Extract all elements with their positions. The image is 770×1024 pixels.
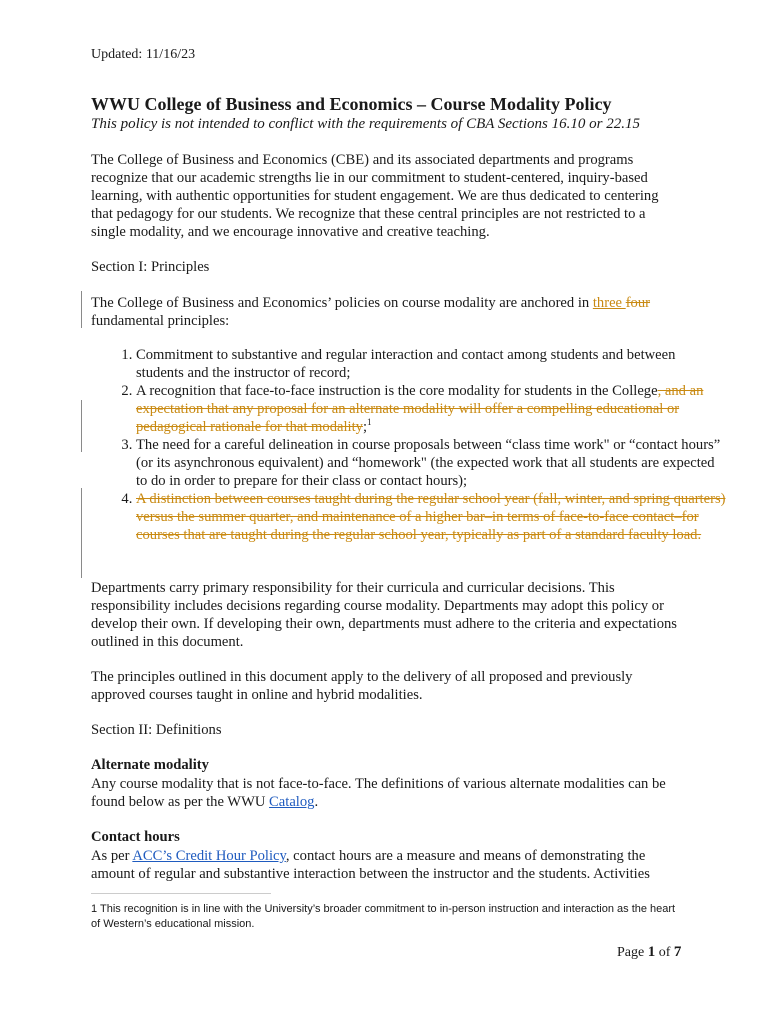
principle-2-deleted: , and an expectation that any proposal for an alternate modality will offer a compelling educational or pedagogical rationale for that modality bbox=[136, 383, 704, 435]
page-current: 1 bbox=[647, 944, 656, 960]
contact-hours-definition bbox=[91, 847, 681, 883]
change-bar-principles bbox=[81, 291, 82, 328]
principle-1-text: Commitment to substantive and regular interaction and contact among students and between students and the instructor of record; bbox=[136, 347, 676, 381]
principle-4-deleted: A distinction between courses taught during the regular school year (fall, winter, and spring quarters) versus the summer quarter, and maintenance of a higher bar–in terms of face-to-face contact–for courses that are taught during the regular school year, typically as part of a standard faculty load. bbox=[136, 491, 726, 543]
updated-date: Updated: 11/16/23 bbox=[91, 47, 196, 62]
contact-def-lead: As per bbox=[91, 848, 133, 864]
change-bar-item-4 bbox=[81, 488, 82, 578]
principles-lead-text: The College of Business and Economics’ policies on course modality are anchored in bbox=[91, 295, 593, 311]
apply-paragraph: The principles outlined in this document apply to the delivery of all proposed and previously approved courses taught in online and hybrid modalities. bbox=[91, 669, 633, 703]
alt-def-text: Any course modality that is not face-to-face. The definitions of various alternate modalities can be found below as per the WWU bbox=[91, 776, 666, 810]
list-item bbox=[136, 490, 726, 544]
principles-lead-end: fundamental principles: bbox=[91, 313, 230, 329]
page-subtitle: This policy is not intended to conflict with the requirements of CBA Sections 16.10 or 22.15 bbox=[91, 116, 640, 132]
principle-2-end: ; bbox=[362, 419, 367, 435]
alternate-modality-definition bbox=[91, 775, 681, 811]
footnote-divider bbox=[91, 893, 271, 894]
change-bar-item-2 bbox=[81, 400, 82, 452]
deleted-word: four bbox=[625, 295, 651, 311]
contact-def-text: , contact hours are a measure and means of demonstrating the amount of regular and substantive interaction between the instructor and the students. Activities bbox=[91, 848, 650, 882]
page-total: 7 bbox=[673, 944, 682, 960]
term-alternate-modality: Alternate modality bbox=[91, 757, 209, 773]
intro-paragraph: The College of Business and Economics (CBE) and its associated departments and programs recognize that our academic strengths lie in our commitment to student-centered, inquiry-based learning, with authentic opportunities for student engagement. We are thus dedicated to centering that pedagogy for our students. We recognize that these central principles are not restricted to a single modality, and we encourage innovative and creative teaching. bbox=[91, 152, 659, 240]
principle-3-text: The need for a careful delineation in course proposals between “class time work" or “contact hours” (or its asynchronous equivalent) and “homework" (the expected work that all students are expected to do in order to prepare for their class or contact hours); bbox=[136, 437, 721, 489]
footnote-ref[interactable]: 1 bbox=[367, 417, 372, 428]
footnote-text: This recognition is in line with the University’s broader commitment to in-person instruction and interaction as the heart of Western’s educational mission. bbox=[91, 903, 676, 930]
term-contact-hours: Contact hours bbox=[91, 829, 180, 845]
list-item bbox=[136, 436, 726, 490]
alt-def-end: . bbox=[314, 794, 319, 810]
page-of-label: of bbox=[655, 945, 674, 960]
principle-2-text: A recognition that face-to-face instruction is the core modality for students in the College bbox=[136, 383, 658, 399]
page-number bbox=[617, 944, 681, 961]
departments-paragraph: Departments carry primary responsibility for their curricula and curricular decisions. This responsibility includes decisions regarding course modality. Departments may adopt this policy or develop their own. If developing their own, departments must adhere to the criteria and expectations outlined in this document. bbox=[91, 580, 677, 650]
principles-list bbox=[91, 346, 726, 544]
section-2-heading: Section II: Definitions bbox=[91, 722, 222, 738]
list-item bbox=[136, 346, 726, 382]
section-1-heading: Section I: Principles bbox=[91, 259, 210, 275]
footnote-marker: 1 bbox=[91, 903, 98, 915]
inserted-word: three bbox=[592, 295, 626, 311]
page-label: Page bbox=[617, 945, 648, 960]
footnote bbox=[91, 902, 686, 932]
page-title: WWU College of Business and Economics – Course Modality Policy bbox=[91, 94, 612, 114]
credit-hour-policy-link[interactable]: ACC’s Credit Hour Policy bbox=[132, 848, 286, 864]
catalog-link[interactable]: Catalog bbox=[269, 794, 315, 810]
principles-lead bbox=[91, 294, 681, 330]
list-item bbox=[136, 382, 726, 436]
